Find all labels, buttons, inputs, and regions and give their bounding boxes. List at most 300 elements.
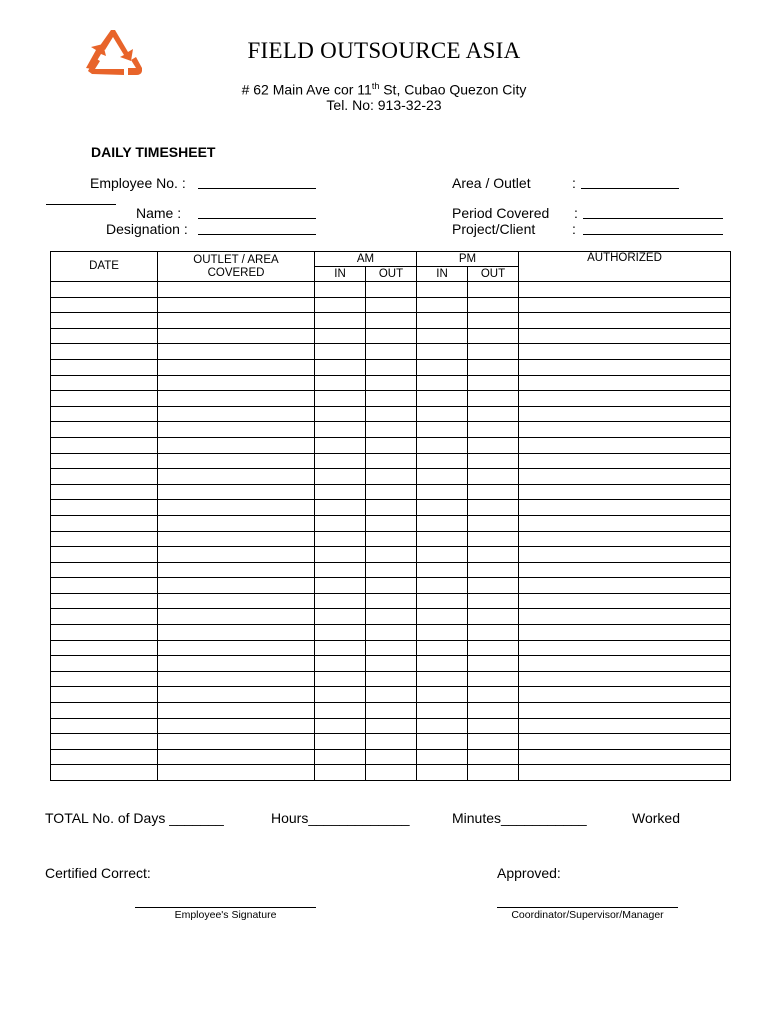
authorized-cell[interactable]: [519, 297, 731, 313]
table-row: [51, 313, 731, 329]
area-outlet-field[interactable]: [581, 188, 679, 189]
approved-label: Approved:: [497, 865, 561, 881]
date-cell[interactable]: [51, 640, 158, 656]
table-row: [51, 547, 731, 563]
date-cell[interactable]: [51, 500, 158, 516]
pm-in-cell[interactable]: [417, 749, 468, 765]
am-in-cell[interactable]: [315, 391, 366, 407]
address-rest: St, Cubao Quezon City: [379, 81, 527, 98]
date-cell[interactable]: [51, 734, 158, 750]
form-title: DAILY TIMESHEET: [91, 144, 216, 160]
outlet-cell[interactable]: [158, 422, 315, 438]
am-in-cell[interactable]: [315, 656, 366, 672]
table-row: [51, 718, 731, 734]
pm-in-cell[interactable]: [417, 562, 468, 578]
pm-out-cell[interactable]: [468, 344, 519, 360]
pm-in-cell[interactable]: [417, 422, 468, 438]
pm-in-cell[interactable]: [417, 344, 468, 360]
am-in-cell[interactable]: [315, 297, 366, 313]
outlet-cell[interactable]: [158, 344, 315, 360]
outlet-cell[interactable]: [158, 375, 315, 391]
am-in-cell[interactable]: [315, 437, 366, 453]
authorized-cell[interactable]: [519, 656, 731, 672]
outlet-cell[interactable]: [158, 484, 315, 500]
outlet-cell[interactable]: [158, 297, 315, 313]
table-row: [51, 391, 731, 407]
am-in-cell[interactable]: [315, 593, 366, 609]
pm-out-cell[interactable]: [468, 765, 519, 781]
outlet-cell[interactable]: [158, 359, 315, 375]
am-out-cell[interactable]: [366, 500, 417, 516]
table-row: [51, 359, 731, 375]
total-days-label: TOTAL No. of Days _______: [45, 810, 224, 826]
am-in-cell[interactable]: [315, 749, 366, 765]
pm-in-cell[interactable]: [417, 718, 468, 734]
table-row: [51, 562, 731, 578]
outlet-cell[interactable]: [158, 703, 315, 719]
am-in-header: IN: [315, 267, 366, 282]
approver-signature-caption: Coordinator/Supervisor/Manager: [511, 909, 664, 921]
authorized-cell[interactable]: [519, 718, 731, 734]
date-cell[interactable]: [51, 515, 158, 531]
am-in-cell[interactable]: [315, 562, 366, 578]
pm-in-cell[interactable]: [417, 391, 468, 407]
am-in-cell[interactable]: [315, 406, 366, 422]
pm-in-cell[interactable]: [417, 671, 468, 687]
address-main: # 62 Main Ave cor 11: [241, 81, 372, 98]
am-out-cell[interactable]: [366, 313, 417, 329]
authorized-cell[interactable]: [519, 734, 731, 750]
am-in-cell[interactable]: [315, 609, 366, 625]
pm-out-cell[interactable]: [468, 453, 519, 469]
pm-out-cell[interactable]: [468, 656, 519, 672]
authorized-cell[interactable]: [519, 375, 731, 391]
employee-signature-line[interactable]: [135, 907, 316, 908]
authorized-cell[interactable]: [519, 437, 731, 453]
date-cell[interactable]: [51, 749, 158, 765]
date-cell[interactable]: [51, 578, 158, 594]
table-row: [51, 703, 731, 719]
am-in-cell[interactable]: [315, 531, 366, 547]
approver-signature-line[interactable]: [497, 907, 678, 908]
date-cell[interactable]: [51, 391, 158, 407]
am-out-cell[interactable]: [366, 422, 417, 438]
pm-in-cell[interactable]: [417, 640, 468, 656]
authorized-cell[interactable]: [519, 313, 731, 329]
am-out-cell[interactable]: [366, 687, 417, 703]
name-field[interactable]: [198, 218, 316, 219]
pm-out-header: OUT: [468, 267, 519, 282]
authorized-cell[interactable]: [519, 609, 731, 625]
authorized-cell[interactable]: [519, 593, 731, 609]
pm-in-cell[interactable]: [417, 578, 468, 594]
worked-label: Worked: [632, 810, 680, 826]
date-cell[interactable]: [51, 313, 158, 329]
am-in-cell[interactable]: [315, 703, 366, 719]
pm-in-cell[interactable]: [417, 765, 468, 781]
pm-in-cell[interactable]: [417, 515, 468, 531]
authorized-cell[interactable]: [519, 453, 731, 469]
pm-out-cell[interactable]: [468, 422, 519, 438]
date-cell[interactable]: [51, 547, 158, 563]
date-cell[interactable]: [51, 328, 158, 344]
am-in-cell[interactable]: [315, 359, 366, 375]
pm-in-cell[interactable]: [417, 484, 468, 500]
am-out-cell[interactable]: [366, 406, 417, 422]
table-row: [51, 406, 731, 422]
pm-out-cell[interactable]: [468, 703, 519, 719]
project-client-label: Project/Client: [452, 221, 536, 237]
minutes-label: Minutes___________: [452, 810, 587, 826]
am-out-cell[interactable]: [366, 344, 417, 360]
outlet-cell[interactable]: [158, 578, 315, 594]
date-cell[interactable]: [51, 531, 158, 547]
outlet-cell[interactable]: [158, 282, 315, 298]
am-out-cell[interactable]: [366, 671, 417, 687]
authorized-cell[interactable]: [519, 422, 731, 438]
am-out-cell[interactable]: [366, 609, 417, 625]
pm-out-cell[interactable]: [468, 593, 519, 609]
outlet-cell[interactable]: [158, 593, 315, 609]
table-row: [51, 500, 731, 516]
pm-header: PM: [417, 252, 519, 267]
am-out-cell[interactable]: [366, 765, 417, 781]
authorized-cell[interactable]: [519, 703, 731, 719]
authorized-cell[interactable]: [519, 359, 731, 375]
table-row: [51, 469, 731, 485]
employee-no-field[interactable]: [198, 188, 316, 189]
am-in-cell[interactable]: [315, 469, 366, 485]
am-in-cell[interactable]: [315, 422, 366, 438]
pm-in-cell[interactable]: [417, 328, 468, 344]
pm-out-cell[interactable]: [468, 500, 519, 516]
pm-in-cell[interactable]: [417, 734, 468, 750]
pm-out-cell[interactable]: [468, 406, 519, 422]
project-client-field[interactable]: [583, 234, 723, 235]
authorized-cell[interactable]: [519, 687, 731, 703]
am-out-cell[interactable]: [366, 703, 417, 719]
date-header: DATE: [51, 252, 158, 282]
pm-in-cell[interactable]: [417, 375, 468, 391]
date-cell[interactable]: [51, 469, 158, 485]
table-row: [51, 422, 731, 438]
pm-in-cell[interactable]: [417, 687, 468, 703]
date-cell[interactable]: [51, 656, 158, 672]
pm-in-cell[interactable]: [417, 297, 468, 313]
date-cell[interactable]: [51, 687, 158, 703]
am-out-cell[interactable]: [366, 469, 417, 485]
employee-no-label: Employee No. :: [90, 175, 186, 191]
am-in-cell[interactable]: [315, 282, 366, 298]
date-cell[interactable]: [51, 609, 158, 625]
pm-out-cell[interactable]: [468, 687, 519, 703]
pm-in-cell[interactable]: [417, 469, 468, 485]
date-cell[interactable]: [51, 437, 158, 453]
area-outlet-label: Area / Outlet: [452, 175, 531, 191]
date-cell[interactable]: [51, 282, 158, 298]
authorized-cell[interactable]: [519, 282, 731, 298]
table-row: [51, 297, 731, 313]
pm-out-cell[interactable]: [468, 437, 519, 453]
outlet-cell[interactable]: [158, 313, 315, 329]
am-in-cell[interactable]: [315, 671, 366, 687]
certified-correct-label: Certified Correct:: [45, 865, 151, 881]
address-superscript: th: [371, 81, 380, 91]
pm-out-cell[interactable]: [468, 578, 519, 594]
am-in-cell[interactable]: [315, 640, 366, 656]
date-cell[interactable]: [51, 718, 158, 734]
date-cell[interactable]: [51, 671, 158, 687]
pm-out-cell[interactable]: [468, 609, 519, 625]
am-out-cell[interactable]: [366, 484, 417, 500]
date-cell[interactable]: [51, 562, 158, 578]
table-row: [51, 578, 731, 594]
timesheet-table: [50, 251, 731, 781]
outlet-area-header: [158, 252, 315, 282]
am-out-cell[interactable]: [366, 562, 417, 578]
table-row: [51, 625, 731, 641]
date-cell[interactable]: [51, 375, 158, 391]
outlet-cell[interactable]: [158, 547, 315, 563]
pm-out-cell[interactable]: [468, 562, 519, 578]
authorized-cell[interactable]: [519, 469, 731, 485]
table-row: [51, 609, 731, 625]
am-in-cell[interactable]: [315, 687, 366, 703]
authorized-cell[interactable]: [519, 515, 731, 531]
authorized-cell[interactable]: [519, 749, 731, 765]
table-row: [51, 344, 731, 360]
authorized-cell[interactable]: [519, 562, 731, 578]
outlet-cell[interactable]: [158, 734, 315, 750]
am-out-cell[interactable]: [366, 391, 417, 407]
table-row: [51, 484, 731, 500]
date-cell[interactable]: [51, 406, 158, 422]
date-cell[interactable]: [51, 765, 158, 781]
table-row: [51, 749, 731, 765]
am-out-header: OUT: [366, 267, 417, 282]
am-in-cell[interactable]: [315, 547, 366, 563]
pm-in-cell[interactable]: [417, 656, 468, 672]
authorized-cell[interactable]: [519, 484, 731, 500]
pm-in-cell[interactable]: [417, 282, 468, 298]
authorized-cell[interactable]: [519, 547, 731, 563]
table-row: [51, 640, 731, 656]
outlet-cell[interactable]: [158, 765, 315, 781]
am-in-cell[interactable]: [315, 484, 366, 500]
outlet-cell[interactable]: [158, 749, 315, 765]
pm-out-cell[interactable]: [468, 297, 519, 313]
pm-in-cell[interactable]: [417, 359, 468, 375]
outlet-cell[interactable]: [158, 437, 315, 453]
authorized-cell[interactable]: [519, 671, 731, 687]
pm-in-cell[interactable]: [417, 593, 468, 609]
table-row: [51, 453, 731, 469]
pm-in-cell[interactable]: [417, 406, 468, 422]
am-in-cell[interactable]: [315, 375, 366, 391]
pm-out-cell[interactable]: [468, 282, 519, 298]
pm-out-cell[interactable]: [468, 625, 519, 641]
pm-in-cell[interactable]: [417, 703, 468, 719]
outlet-cell[interactable]: [158, 718, 315, 734]
outlet-cell[interactable]: [158, 453, 315, 469]
outlet-cell[interactable]: [158, 500, 315, 516]
date-cell[interactable]: [51, 422, 158, 438]
am-out-cell[interactable]: [366, 656, 417, 672]
hours-label: Hours_____________: [271, 810, 410, 826]
date-cell[interactable]: [51, 359, 158, 375]
authorized-cell[interactable]: [519, 640, 731, 656]
authorized-header: AUTHORIZED: [519, 252, 731, 282]
table-row: [51, 656, 731, 672]
outlet-cell[interactable]: [158, 515, 315, 531]
outlet-cell[interactable]: [158, 687, 315, 703]
am-out-cell[interactable]: [366, 547, 417, 563]
table-row: [51, 328, 731, 344]
employee-signature-caption: Employee's Signature: [174, 909, 277, 921]
pm-out-cell[interactable]: [468, 640, 519, 656]
pm-in-cell[interactable]: [417, 453, 468, 469]
am-out-cell[interactable]: [366, 297, 417, 313]
outlet-cell[interactable]: [158, 531, 315, 547]
project-client-colon: :: [572, 221, 576, 237]
pm-out-cell[interactable]: [468, 734, 519, 750]
stray-underline: [46, 204, 116, 205]
table-row: [51, 437, 731, 453]
am-in-cell[interactable]: [315, 515, 366, 531]
outlet-cell[interactable]: [158, 640, 315, 656]
am-out-cell[interactable]: [366, 640, 417, 656]
pm-out-cell[interactable]: [468, 531, 519, 547]
authorized-cell[interactable]: [519, 500, 731, 516]
outlet-cell[interactable]: [158, 671, 315, 687]
pm-in-cell[interactable]: [417, 625, 468, 641]
am-out-cell[interactable]: [366, 282, 417, 298]
pm-out-cell[interactable]: [468, 515, 519, 531]
authorized-cell[interactable]: [519, 765, 731, 781]
outlet-area-header-line2: COVERED: [207, 266, 265, 279]
date-cell[interactable]: [51, 344, 158, 360]
am-out-cell[interactable]: [366, 749, 417, 765]
designation-label: Designation :: [106, 221, 188, 237]
outlet-cell[interactable]: [158, 625, 315, 641]
outlet-cell[interactable]: [158, 562, 315, 578]
am-in-cell[interactable]: [315, 765, 366, 781]
am-out-cell[interactable]: [366, 375, 417, 391]
authorized-cell[interactable]: [519, 344, 731, 360]
area-outlet-colon: :: [572, 175, 576, 191]
pm-out-cell[interactable]: [468, 313, 519, 329]
pm-out-cell[interactable]: [468, 375, 519, 391]
table-row: [51, 687, 731, 703]
outlet-cell[interactable]: [158, 406, 315, 422]
table-row: [51, 282, 731, 298]
pm-out-cell[interactable]: [468, 359, 519, 375]
designation-field[interactable]: [198, 234, 316, 235]
am-header: AM: [315, 252, 417, 267]
am-out-cell[interactable]: [366, 593, 417, 609]
pm-out-cell[interactable]: [468, 671, 519, 687]
am-in-cell[interactable]: [315, 625, 366, 641]
date-cell[interactable]: [51, 453, 158, 469]
table-row: [51, 671, 731, 687]
date-cell[interactable]: [51, 703, 158, 719]
am-in-cell[interactable]: [315, 734, 366, 750]
am-out-cell[interactable]: [366, 718, 417, 734]
pm-out-cell[interactable]: [468, 328, 519, 344]
table-row: [51, 515, 731, 531]
pm-out-cell[interactable]: [468, 749, 519, 765]
table-row: [51, 593, 731, 609]
am-in-cell[interactable]: [315, 578, 366, 594]
name-label: Name :: [136, 205, 182, 221]
authorized-cell[interactable]: [519, 578, 731, 594]
authorized-cell[interactable]: [519, 406, 731, 422]
pm-out-cell[interactable]: [468, 718, 519, 734]
am-out-cell[interactable]: [366, 515, 417, 531]
am-out-cell[interactable]: [366, 328, 417, 344]
authorized-cell[interactable]: [519, 328, 731, 344]
pm-in-cell[interactable]: [417, 531, 468, 547]
am-in-cell[interactable]: [315, 718, 366, 734]
date-cell[interactable]: [51, 297, 158, 313]
authorized-cell[interactable]: [519, 391, 731, 407]
am-in-cell[interactable]: [315, 500, 366, 516]
pm-in-cell[interactable]: [417, 547, 468, 563]
authorized-cell[interactable]: [519, 531, 731, 547]
date-cell[interactable]: [51, 484, 158, 500]
pm-in-header: IN: [417, 267, 468, 282]
outlet-cell[interactable]: [158, 656, 315, 672]
outlet-cell[interactable]: [158, 469, 315, 485]
table-row: [51, 734, 731, 750]
am-out-cell[interactable]: [366, 578, 417, 594]
am-out-cell[interactable]: [366, 625, 417, 641]
outlet-cell[interactable]: [158, 609, 315, 625]
table-row: [51, 765, 731, 781]
pm-in-cell[interactable]: [417, 437, 468, 453]
table-row: [51, 531, 731, 547]
outlet-cell[interactable]: [158, 391, 315, 407]
pm-out-cell[interactable]: [468, 547, 519, 563]
am-out-cell[interactable]: [366, 437, 417, 453]
am-in-cell[interactable]: [315, 344, 366, 360]
pm-in-cell[interactable]: [417, 313, 468, 329]
am-out-cell[interactable]: [366, 453, 417, 469]
outlet-cell[interactable]: [158, 328, 315, 344]
am-out-cell[interactable]: [366, 531, 417, 547]
am-in-cell[interactable]: [315, 313, 366, 329]
outlet-area-header-line1: OUTLET / AREA: [193, 253, 279, 266]
pm-out-cell[interactable]: [468, 391, 519, 407]
pm-out-cell[interactable]: [468, 469, 519, 485]
date-cell[interactable]: [51, 593, 158, 609]
date-cell[interactable]: [51, 625, 158, 641]
pm-in-cell[interactable]: [417, 609, 468, 625]
am-out-cell[interactable]: [366, 359, 417, 375]
pm-out-cell[interactable]: [468, 484, 519, 500]
am-out-cell[interactable]: [366, 734, 417, 750]
pm-in-cell[interactable]: [417, 500, 468, 516]
company-address: [0, 81, 768, 98]
period-covered-field[interactable]: [583, 218, 723, 219]
am-in-cell[interactable]: [315, 453, 366, 469]
period-covered-colon: :: [574, 205, 578, 221]
table-row: [51, 375, 731, 391]
authorized-cell[interactable]: [519, 625, 731, 641]
period-covered-label: Period Covered: [452, 205, 550, 221]
am-in-cell[interactable]: [315, 328, 366, 344]
company-tel: Tel. No: 913-32-23: [326, 97, 442, 113]
